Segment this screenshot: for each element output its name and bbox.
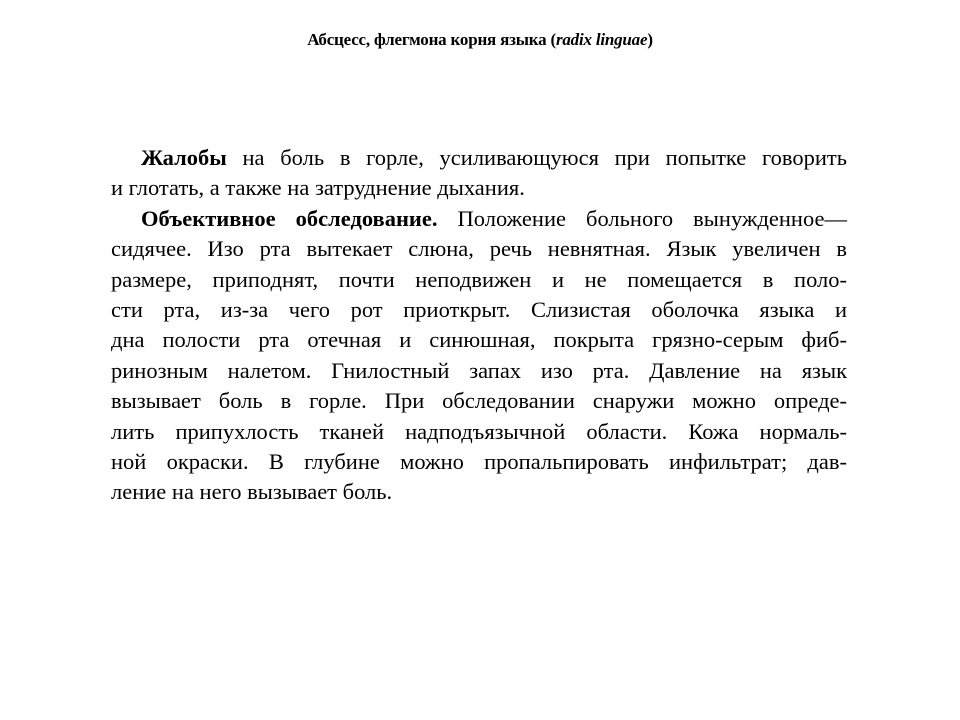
examination-line-1 [111, 204, 847, 234]
document-body [111, 143, 847, 508]
complaints-text-1: на боль в горле, усиливающуюся при попытке говорить [226, 145, 847, 170]
examination-text-1: Положение больного вынужденное— [437, 205, 847, 231]
title-main: Абсцесс, флегмона корня языка ( [307, 30, 556, 49]
examination-line-8: лить припухлость тканей надподъязычной области. Кожа нормаль- [111, 418, 847, 444]
examination-line-9: ной окраски. В глубине можно пропальпировать инфильтрат; дав- [111, 448, 847, 474]
examination-line-5: дна полости рта отечная и синюшная, покрыта грязно-серым фиб- [111, 327, 847, 353]
title-close: ) [647, 30, 653, 49]
examination-line-6: ринозным налетом. Гнилостный запах изо рта. Давление на язык [111, 357, 847, 383]
document-title [0, 30, 960, 50]
examination-line-3: размере, приподнят, почти неподвижен и не помещается в поло- [111, 266, 847, 292]
examination-line-7: вызывает боль в горле. При обследовании снаружи можно опреде- [111, 388, 847, 414]
examination-heading: Объективное обследование. [141, 205, 438, 231]
complaints-line-2: и глотать, а также на затруднение дыхания. [111, 175, 525, 201]
examination-line-10: ление на него вызывает боль. [111, 479, 393, 505]
examination-line-2: сидячее. Изо рта вытекает слюна, речь невнятная. Язык увеличен в [111, 236, 847, 262]
examination-line-4: сти рта, из-за чего рот приоткрыт. Слизистая оболочка языка и [111, 296, 847, 322]
complaints-heading: Жалобы [141, 145, 227, 170]
title-latin: radix linguae [555, 30, 648, 49]
complaints-line-1 [111, 143, 847, 173]
